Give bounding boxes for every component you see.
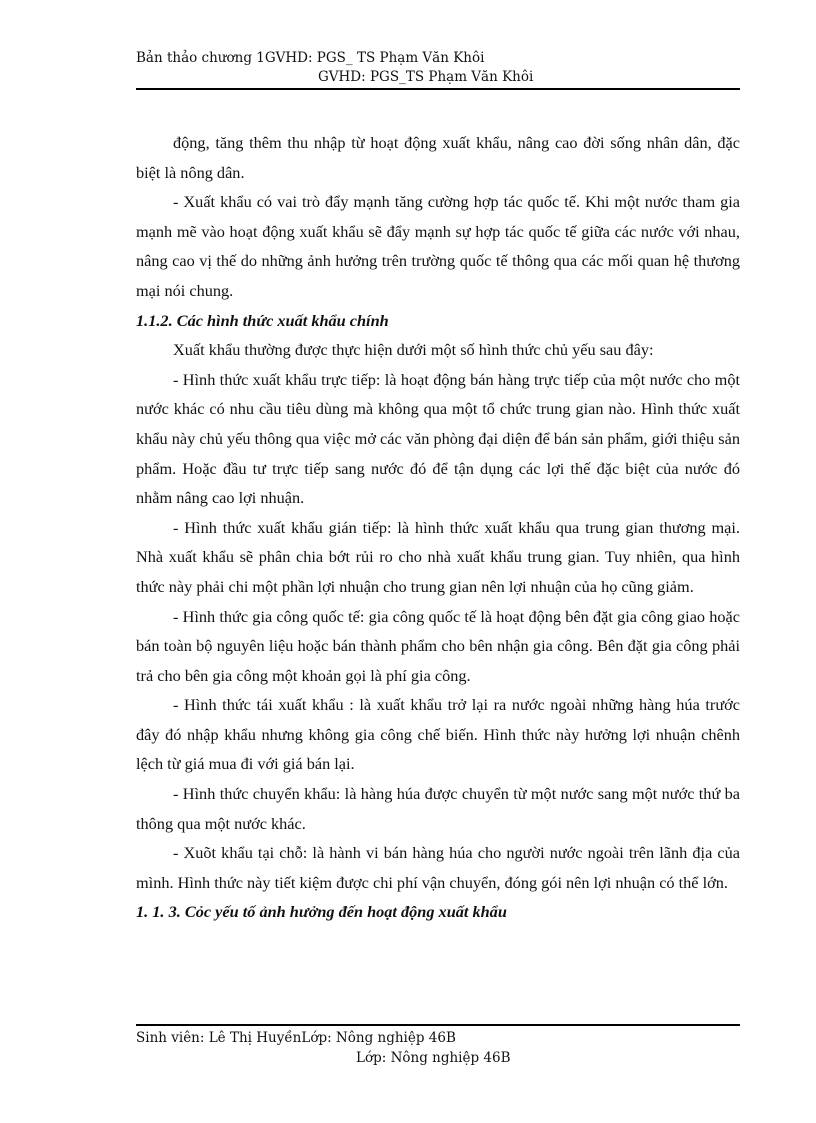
paragraph: - Hình thức tái xuất khẩu : là xuất khẩu trở lại ra nước ngoài những hàng húa trước đây đó nhập khẩu nhưng không gia công chế biến. Hình thức này hưởng lợi nhuận chênh lệch từ giá mua đi với giá bán lại. <box>136 695 740 774</box>
paragraph: động, tăng thêm thu nhập từ hoạt động xuất khẩu, nâng cao đời sống nhân dân, đặc biệt là nông dân. <box>136 133 740 182</box>
paragraph: - Hình thức gia công quốc tế: gia công quốc tế là hoạt động bên đặt gia công giao hoặc bán toàn bộ nguyên liệu hoặc bán thành phẩm cho bên nhận gia công. Bên đặt gia công phải trả cho bên gia công một khoản gọi là phí gia công. <box>136 606 740 685</box>
footer-line-1: Sinh viên: Lê Thị HuyềnLớp: Nông nghiệp 46B <box>136 1030 456 1046</box>
paragraph: - Hình thức chuyển khẩu: là hàng húa được chuyển từ một nước sang một nước thứ ba thông qua một nước khác. <box>136 784 740 833</box>
header-line-1: Bản thảo chương 1GVHD: PGS_ TS Phạm Văn Khôi <box>136 50 485 66</box>
section-heading: 1. 1. 3. Cỏc yếu tố ảnh hưởng đến hoạt động xuất khẩu <box>136 902 507 922</box>
header-line-2: GVHD: PGS_TS Phạm Văn Khôi <box>318 69 534 85</box>
section-heading: 1.1.2. Các hình thức xuất khẩu chính <box>136 310 389 330</box>
paragraph: Xuất khẩu thường được thực hiện dưới một số hình thức chủ yếu sau đây: <box>173 340 654 360</box>
paragraph: - Xuõt khẩu tại chỗ: là hành vi bán hàng húa cho người nước ngoài trên lãnh địa của mình. Hình thức này tiết kiệm được chi phí vận chuyển, đóng gói nên lợi nhuận có thể lớn. <box>136 843 740 892</box>
paragraph: - Hình thức xuất khẩu gián tiếp: là hình thức xuất khẩu qua trung gian thương mại. Nhà xuất khẩu sẽ phân chia bớt rủi ro cho nhà xuất khẩu trung gian. Tuy nhiên, qua hình thức này phải chi một phần lợi nhuận cho trung gian nên lợi nhuận của họ cũng giảm. <box>136 517 740 596</box>
footer-line-2: Lớp: Nông nghiệp 46B <box>356 1050 511 1066</box>
footer-rule <box>136 1024 740 1026</box>
paragraph: - Hình thức xuất khẩu trực tiếp: là hoạt động bán hàng trực tiếp của một nước cho một nước khác có nhu cầu tiêu dùng mà không qua một tổ chức trung gian nào. Hình thức xuất khẩu này chủ yếu thông qua việc mở các văn phòng đại diện để bán sản phẩm, giới thiệu sản phẩm. Hoặc đầu tư trực tiếp sang nước đó để tận dụng các lợi thế đặc biệt của nước đó nhằm nâng cao lợi nhuận. <box>136 369 740 508</box>
paragraph: - Xuất khẩu có vai trò đẩy mạnh tăng cường hợp tác quốc tế. Khi một nước tham gia mạnh mẽ vào hoạt động xuất khẩu sẽ đẩy mạnh sự hợp tác quốc tế giữa các nước với nhau, nâng cao vị thế do những ảnh hưởng trên trường quốc tế thông qua các mối quan hệ thương mại nói chung. <box>136 192 740 300</box>
body-text <box>136 128 740 927</box>
header-rule <box>136 88 740 90</box>
